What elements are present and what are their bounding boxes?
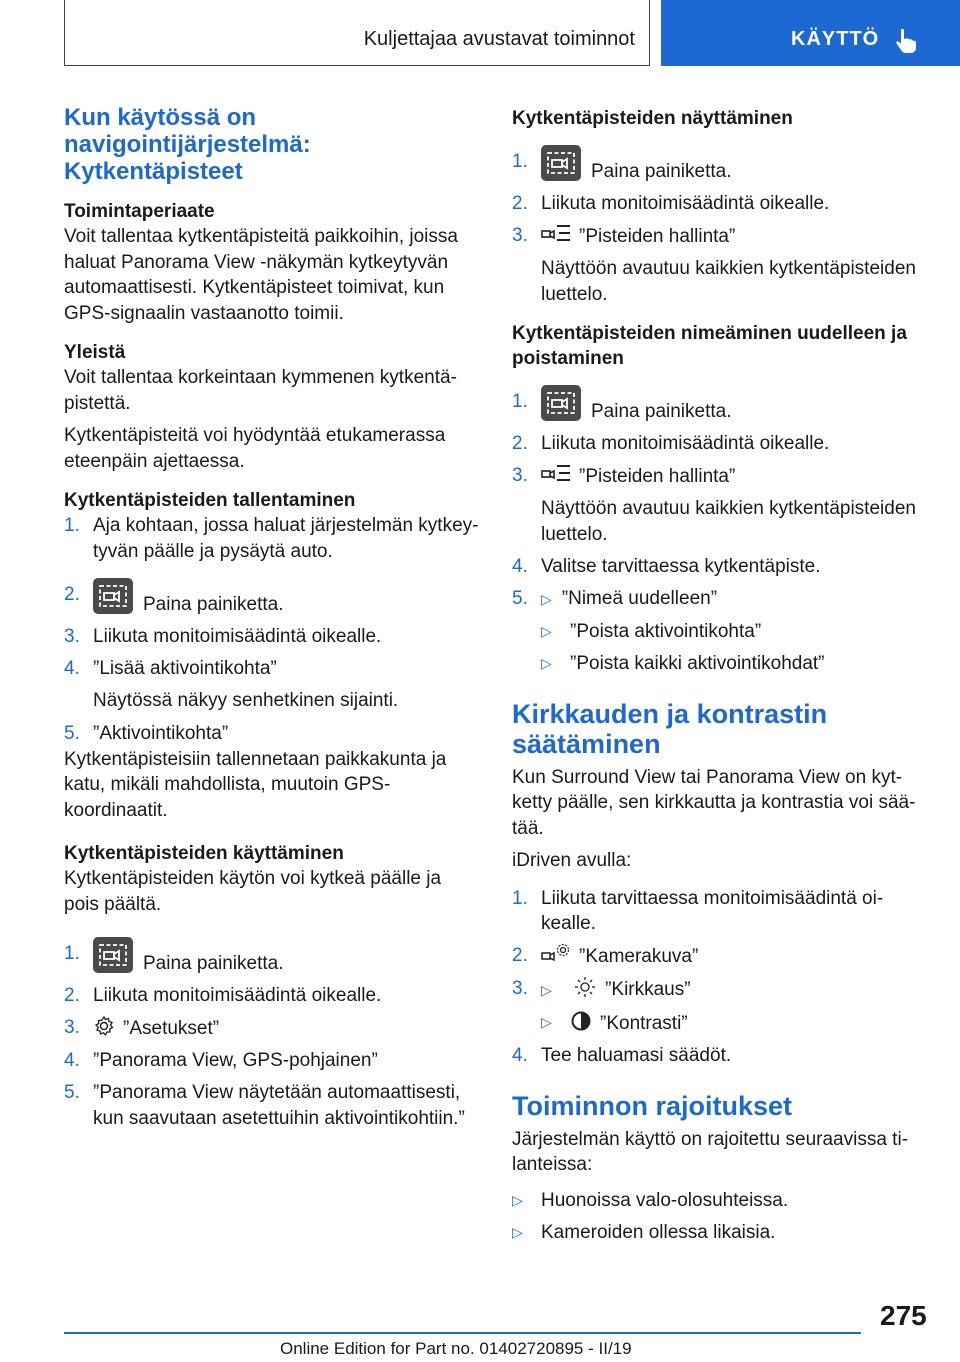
triangle-bullet-icon: ▷ — [541, 655, 552, 671]
section-heading: Toiminnon rajoitukset — [512, 1090, 793, 1121]
page-number: 275 — [880, 1300, 927, 1331]
list-item: ▷ Huonoissa valo-olosuhteissa. — [512, 1188, 922, 1214]
subheading: Kytkentäpisteiden tallentaminen — [64, 490, 356, 511]
list-item: 5. ”Panorama View näytetään automaattisesti, kun saavutaan asetettuihin aktivointikohtiin.” — [64, 1082, 465, 1129]
list-icon — [541, 463, 571, 485]
list-item: 2. Paina painiketta. — [64, 578, 480, 618]
list-item: 3. ”Pisteiden hallinta” — [512, 225, 736, 247]
list-icon — [541, 223, 571, 245]
steps-list — [512, 886, 922, 1069]
paragraph: Voit tallentaa korkeintaan kymmenen kytkentäpistettä. — [64, 367, 457, 414]
steps-list — [64, 513, 480, 746]
list-item: 2. Liikuta monitoimisäädintä oikealle. — [512, 193, 830, 214]
list-item: 1. Paina painiketta. — [512, 145, 922, 185]
pointing-hand-icon — [893, 27, 921, 55]
paragraph: Kytkentäpisteisiin tallennetaan paikkakunta ja katu, mikäli mahdollista, muutoin GPS-koordinaatit. — [64, 748, 447, 821]
paragraph: Kun Surround View tai Panorama View on kytketty päälle, sen kirkkautta ja kontrastia voi säätää. — [512, 766, 916, 839]
subheading: Kytkentäpisteiden nimeäminen uudelleen ja poistaminen — [512, 323, 907, 369]
steps-list — [512, 385, 922, 677]
gear-icon — [93, 1015, 115, 1037]
list-item: ▷ Kameroiden ollessa likaisia. — [512, 1220, 922, 1246]
triangle-bullet-icon: ▷ — [541, 982, 552, 998]
list-item: 3. ”Asetukset” — [64, 1017, 220, 1039]
paragraph: Järjestelmän käyttö on rajoitettu seuraavissa tilanteissa: — [512, 1128, 909, 1175]
list-item: 3. Liikuta monitoimisäädintä oikealle. — [64, 626, 382, 647]
steps-list — [64, 937, 480, 1131]
camera-button-icon — [93, 578, 133, 614]
list-item: 2. Liikuta monitoimisäädintä oikealle. — [512, 433, 830, 454]
subheading: Kytkentäpisteiden käyttäminen — [64, 843, 344, 864]
list-item: ▷ ”Poista kaikki aktivointikohdat” — [512, 651, 922, 677]
list-item: 4. Tee haluamasi säädöt. — [512, 1045, 732, 1066]
list-item: 5. ▷ ”Nimeä uudelleen” — [512, 588, 718, 609]
steps-list — [512, 145, 922, 307]
camera-settings-icon — [541, 943, 571, 965]
list-item: 2. ”Kamerakuva” — [512, 945, 699, 967]
list-item: 4. ”Panorama View, GPS-pohjainen” — [64, 1050, 378, 1071]
section-tab — [64, 0, 650, 66]
triangle-bullet-icon: ▷ — [512, 1223, 523, 1240]
camera-button-icon — [93, 937, 133, 973]
list-item: 3. ▷ ”Kirkkaus” — [512, 978, 691, 1000]
list-item: 1. Liikuta tarvittaessa monitoimisäädintä oikealle. — [512, 887, 884, 934]
paragraph: Voit tallentaa kytkentäpisteitä paikkoihin, joissa haluat Panorama View -näkymän kytkeytyvän automaattisesti. Kytkentäpisteet toimivat, kun GPS-signaalin vastaanotto toimii. — [64, 226, 458, 324]
section-title: Kuljettajaa avustavat toiminnot — [363, 28, 635, 50]
chapter-title: KÄYTTÖ — [791, 28, 880, 50]
camera-button-icon — [541, 385, 581, 421]
triangle-bullet-icon: ▷ — [541, 623, 552, 639]
camera-button-icon — [541, 145, 581, 181]
list-item: 4. ”Lisää aktivointikohta” — [64, 658, 277, 679]
subheading: Yleistä — [64, 342, 126, 363]
paragraph: iDriven avulla: — [512, 850, 632, 871]
triangle-bullet-icon: ▷ — [541, 591, 552, 607]
list-item: ▷ ”Kontrasti” — [512, 1010, 922, 1037]
list-item: 4. Valitse tarvittaessa kytkentäpiste. — [512, 556, 821, 577]
triangle-bullet-icon: ▷ — [541, 1014, 552, 1030]
paragraph: Kytkentäpisteitä voi hyödyntää etukamerassa eteenpäin ajettaessa. — [64, 425, 446, 472]
list-item: 1. Aja kohtaan, jossa haluat järjestelmän kytkeytyvän päälle ja pysäytä auto. — [64, 515, 479, 562]
list-item: 1. Paina painiketta. — [512, 385, 922, 425]
page-header — [0, 0, 960, 66]
list-item: 5. ”Aktivointikohta” — [64, 722, 229, 744]
list-item: 2. Liikuta monitoimisäädintä oikealle. — [64, 985, 382, 1006]
contrast-icon — [570, 1010, 592, 1032]
step-note: Näytössä näkyy senhetkinen sijainti. — [93, 690, 399, 711]
list-item: ▷ ”Poista aktivointikohta” — [512, 619, 922, 645]
subheading: Toimintaperiaate — [64, 201, 215, 222]
section-heading: Kirkkauden ja kontrastin säätäminen — [512, 698, 828, 759]
step-note: Näyttöön avautuu kaikkien kytkentäpisteiden luettelo. — [541, 258, 916, 305]
list-item: 3. ”Pisteiden hallinta” — [512, 465, 736, 487]
brightness-icon — [573, 976, 597, 998]
list-item: 1. Paina painiketta. — [64, 937, 480, 977]
triangle-bullet-icon: ▷ — [512, 1191, 523, 1208]
footer-divider — [64, 1332, 861, 1334]
left-column — [64, 104, 480, 1138]
paragraph: Kytkentäpisteiden käytön voi kytkeä päälle ja pois päältä. — [64, 868, 442, 915]
step-note: Näyttöön avautuu kaikkien kytkentäpisteiden luettelo. — [541, 498, 916, 545]
subheading: Kytkentäpisteiden näyttäminen — [512, 108, 793, 129]
right-column — [512, 106, 922, 1252]
section-heading: Kun käytössä on navigointijärjestelmä: Kytkentäpisteet — [64, 104, 311, 185]
footer-edition: Online Edition for Part no. 01402720895 - II/19 — [280, 1339, 632, 1358]
